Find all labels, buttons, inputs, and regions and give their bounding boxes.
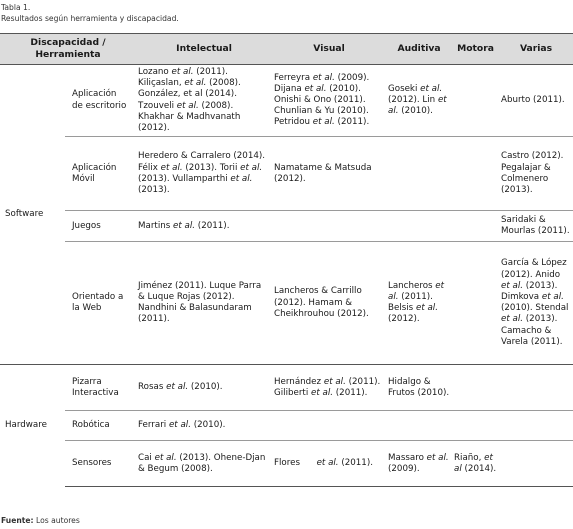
tool-cell: Aplicación de escritorio [72,89,127,111]
cell-varias: Saridaki & Mourlas (2011). [499,211,573,242]
table-row [0,211,573,242]
cell-motora [452,365,499,411]
cell-intelectual: Cai et al. (2013). Ohene-Djan & Begum (2008). [136,441,272,487]
cell-intelectual: Lozano et al. (2011). Kiliçaslan, et al. (2008). González, et al (2014). Tzouveli et al. (2008). Khakhar & Madhvanath (2012). [138,67,241,134]
cell-varias: Aburto (2011). [501,95,565,105]
cell-visual [272,411,386,441]
source-label: Fuente: [1,516,34,525]
source-text: Los autores [36,516,80,525]
header-motora: Motora [452,34,499,65]
header-auditiva: Auditiva [386,34,452,65]
tool-cell: Pizarra Interactiva [65,365,136,411]
cell-auditiva [386,411,452,441]
table-label: Tabla 1. [1,3,31,12]
cell-varias: Castro (2012). Pegalajar & Colmenero (2013). [499,137,573,211]
table-caption [1,3,179,24]
table-row [0,441,573,487]
cell-varias: García & López (2012). Anido et al. (2013). Dimkova et al. (2010). Stendal et al. (2013). Camacho & Varela (2011). [499,242,573,365]
cell-varias [499,411,573,441]
results-table [0,33,573,487]
cell-auditiva: Massaro et al. (2009). [386,441,452,487]
cell-auditiva [386,211,452,242]
cell-motora [452,137,499,211]
cell-auditiva: Lancheros et al. (2011). Belsis et al. (2012). [386,242,452,365]
cell-motora: Riaño, et al (2014). [452,441,499,487]
cell-visual: Ferreyra et al. (2009). Dijana et al. (2010). Onishi & Ono (2011). Chunlian & Yu (2010). Petridou et al. (2011). [274,72,370,128]
cell-intelectual: Jiménez (2011). Luque Parra & Luque Rojas (2012). Nandhini & Balasundaram (2011). [136,242,272,365]
cell-visual: Namatame & Matsuda (2012). [272,137,386,211]
tool-cell: Sensores [65,441,136,487]
tool-cell: Orientado a la Web [65,242,136,365]
cell-motora [452,65,499,137]
cell-visual: Hernández et al. (2011). Giliberti et al. (2011). [272,365,386,411]
table-row [0,137,573,211]
cell-visual: Lancheros & Carrillo (2012). Hamam & Cheikhrouhou (2012). [272,242,386,365]
cell-auditiva [386,137,452,211]
table-row [0,65,573,137]
header-discapacidad-herramienta: Discapacidad / Herramienta [0,34,136,65]
cell-auditiva: Goseki et al. (2012). Lin et al. (2010). [388,83,447,117]
cell-intelectual: Martins et al. (2011). [136,211,272,242]
tool-cell: Robótica [65,411,136,441]
header-visual: Visual [272,34,386,65]
header-row [0,34,573,65]
cell-varias [499,365,573,411]
table-row [0,411,573,441]
header-intelectual: Intelectual [136,34,272,65]
source-note [1,516,80,526]
cell-motora [452,242,499,365]
tool-cell: Juegos [65,211,136,242]
cell-varias [499,441,573,487]
cell-visual: Flores et al. (2011). [272,441,386,487]
group-hardware: Hardware [0,365,65,487]
cell-intelectual: Rosas et al. (2010). [136,365,272,411]
table-subtitle: Resultados según herramienta y discapacidad. [1,13,179,23]
cell-motora [452,211,499,242]
group-software: Software [5,209,44,219]
cell-intelectual: Heredero & Carralero (2014). Félix et al. (2013). Torii et al. (2013). Vullamparthi et al. (2013). [136,137,272,211]
cell-intelectual: Ferrari et al. (2010). [136,411,272,441]
table-row [0,242,573,365]
tool-cell: Aplicación Móvil [65,137,136,211]
cell-visual [272,211,386,242]
cell-auditiva: Hidalgo & Frutos (2010). [386,365,452,411]
cell-motora [452,411,499,441]
header-varias: Varias [499,34,573,65]
table-row [0,365,573,411]
